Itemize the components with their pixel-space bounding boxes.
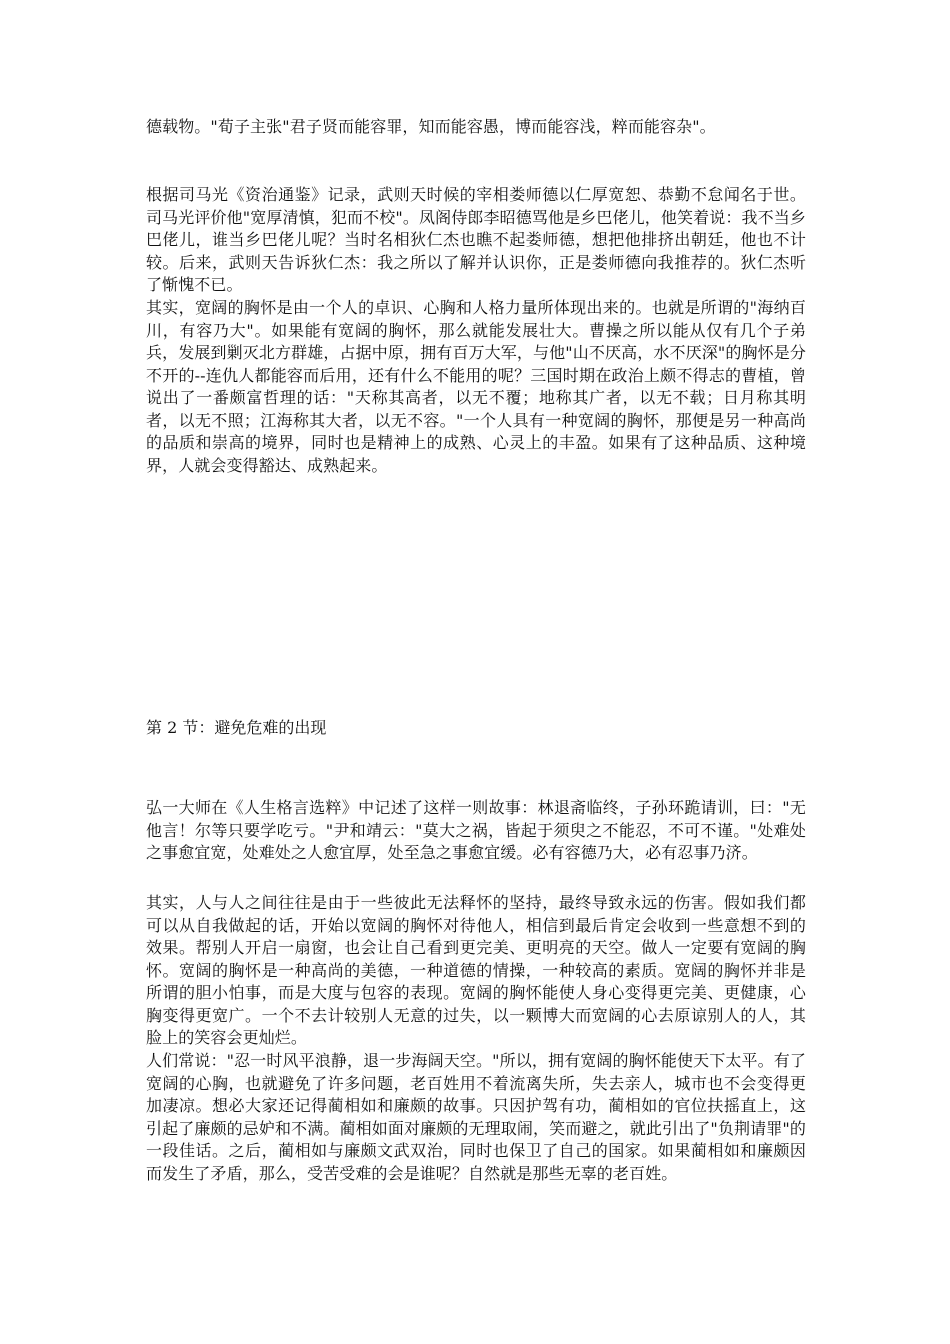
section-title: 第 2 节：避免危难的出现 [146,718,327,737]
paragraph-tolerance-virtue: 其实，人与人之间往往是由于一些彼此无法释怀的坚持，最终导致永远的伤害。假如我们都可以从自我做起的话，开始以宽阔的胸怀对待他人，相信到最后肯定会收到一些意想不到的效果。帮别人开启一扇窗，也会让自己看到更完美、更明亮的天空。做人一定要有宽阔的胸怀。宽阔的胸怀是一种高尚的美德，一种道德的情操，一种较高的素质。宽阔的胸怀并非是所谓的胆小怕事，而是大度与包容的表现。宽阔的胸怀能使人身心变得更完美、更健康，心胸变得更宽广。一个不去计较别人无意的过失，以一颗博大而宽阔的心去原谅别人的人，其脸上的笑容会更灿烂。 [146,893,806,1047]
paragraph-broad-mind: 其实，宽阔的胸怀是由一个人的卓识、心胸和人格力量所体现出来的。也就是所谓的"海纳百川，有容乃大"。如果能有宽阔的胸怀，那么就能发展壮大。曹操之所以能从仅有几个子弟兵，发展到剿灭北方群雄，占据中原，拥有百万大军，与他"山不厌高，水不厌深"的胸怀是分不开的--连仇人都能容而后用，还有什么不能用的呢？三国时期在政治上颇不得志的曹植，曾说出了一番颇富哲理的话："天称其高者，以无不覆；地称其广者，以无不载；日月称其明者，以无不照；江海称其大者，以无不容。"一个人具有一种宽阔的胸怀，那便是另一种高尚的品质和崇高的境界，同时也是精神上的成熟、心灵上的丰盈。如果有了这种品质、这种境界，人就会变得豁达、成熟起来。 [146,298,806,475]
paragraph-xunzi-quote: 德载物。"荀子主张"君子贤而能容罪，知而能容愚，博而能容浅，粹而能容杂"。 [146,117,716,136]
paragraph-hongyi-story: 弘一大师在《人生格言选粹》中记述了这样一则故事：林退斋临终，子孙环跪请训，曰："无他言！尔等只要学吃亏。"尹和靖云："莫大之祸，皆起于须臾之不能忍，不可不谨。"处难处之事愈宜宽，处难处之人愈宜厚，处至急之事愈宜缓。必有容德乃大，必有忍事乃济。 [146,798,806,862]
paragraph-lin-xiangru: 人们常说："忍一时风平浪静，退一步海阔天空。"所以，拥有宽阔的胸怀能使天下太平。有了宽阔的心胸，也就避免了许多问题，老百姓用不着流离失所，失去亲人，城市也不会变得更加凄凉。想必大家还记得蔺相如和廉颇的故事。只因护驾有功，蔺相如的官位扶摇直上，这引起了廉颇的忌妒和不满。蔺相如面对廉颇的无理取闹，笑而避之，就此引出了"负荆请罪"的一段佳话。之后，蔺相如与廉颇文武双治，同时也保卫了自己的国家。如果蔺相如和廉颇因而发生了矛盾，那么，受苦受难的会是谁呢？自然就是那些无辜的老百姓。 [146,1051,806,1183]
paragraph-lou-shide: 根据司马光《资治通鉴》记录，武则天时候的宰相娄师德以仁厚宽恕、恭勤不怠闻名于世。司马光评价他"宽厚清慎，犯而不校"。凤阁侍郎李昭德骂他是乡巴佬儿，他笑着说：我不当乡巴佬儿，谁当乡巴佬儿呢？当时名相狄仁杰也瞧不起娄师德，想把他排挤出朝廷，他也不计较。后来，武则天告诉狄仁杰：我之所以了解并认识你，正是娄师德向我推荐的。狄仁杰听了惭愧不已。 [146,185,806,294]
